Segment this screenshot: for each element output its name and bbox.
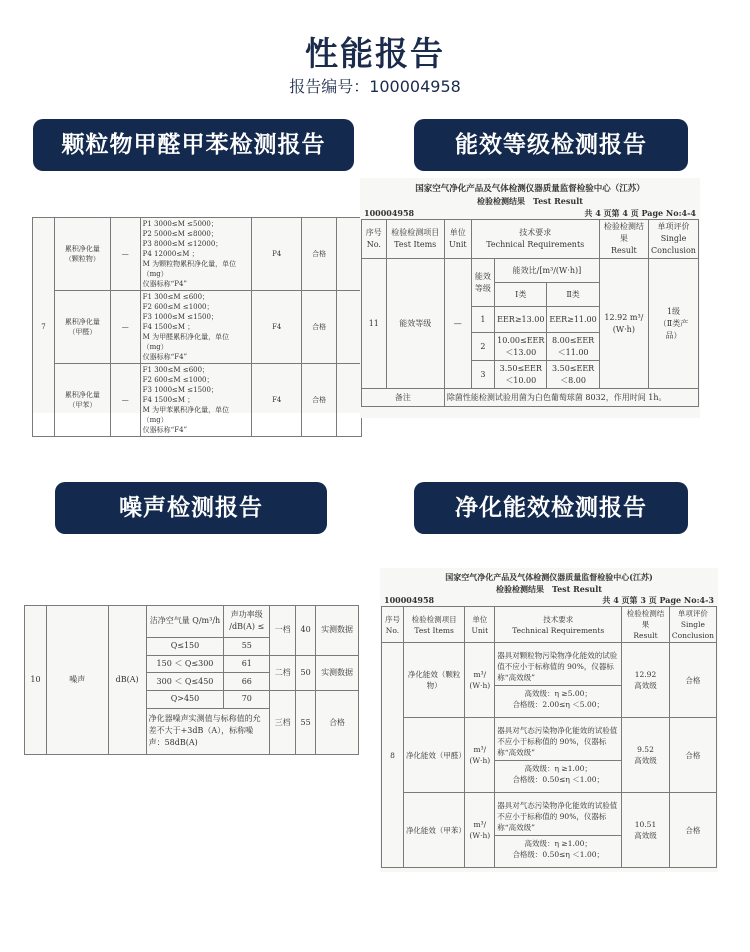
- grade-cell: 1: [471, 307, 494, 333]
- result-cell: F4: [252, 364, 302, 437]
- header-cell: 单项评价 Single Conclusion: [669, 607, 716, 643]
- item-cell: 噪声: [46, 606, 108, 755]
- range-cell: Q≤150: [146, 637, 224, 655]
- requirement-cell: F1 300≤M ≤600； F2 600≤M ≤1000； F3 1000≤M ≤1500； F4 1500≤M ； M 为甲苯累积净化量，单位（mg） 仪器标称“F4”: [140, 364, 252, 437]
- requirement-cell: P1 3000≤M ≤5000； P2 5000≤M ≤8000； P3 8000≤M ≤12000； P4 12000≤M ； M 为颗粒物累积净化量，单位（mg） 仪器标称“P4”: [140, 218, 252, 291]
- gear-cell: 一档: [270, 606, 296, 656]
- section-label-voc: 颗粒物甲醛甲苯检测报告: [33, 119, 354, 171]
- header-cell: 检验检测结果 Result: [622, 607, 670, 643]
- doc-number: 100004958: [384, 595, 435, 605]
- gear-cell: 二档: [270, 655, 296, 690]
- grade-thresholds: 高效级：η ≥1.00； 合格级：0.50≤η ＜1.00；: [495, 835, 621, 862]
- unit-cell: —: [110, 291, 140, 364]
- energy-table: [361, 219, 699, 407]
- org-name: 国家空气净化产品及气体检测仪器质量监督检验中心（江苏）: [415, 184, 645, 194]
- purify-report-scan: [380, 568, 718, 872]
- table-row: [33, 364, 362, 437]
- grade-cell: 2: [471, 333, 494, 361]
- noise-note: 净化器噪声实测值与标称值的允差不大于+3dB（A），标称噪声：58dB(A): [146, 708, 270, 754]
- range-cell: 300 ＜ Q≤450: [146, 673, 224, 691]
- header-cell: 检验检测项目 Test Items: [386, 220, 444, 259]
- table-row: [382, 718, 717, 793]
- result-cell: 12.92 m³/ (W·h): [599, 259, 648, 389]
- item-cell: 净化能效（颗粒物）: [403, 643, 464, 718]
- voc-table: [32, 217, 362, 437]
- header-cell: 检验检测项目 Test Items: [403, 607, 464, 643]
- note-label: 备注: [362, 389, 445, 407]
- header-cell: 序号 No.: [362, 220, 387, 259]
- noise-report-scan: [24, 605, 359, 755]
- result-cell: 9.52 高效级: [622, 718, 670, 793]
- ratio-label: 能效比/[m³/(W·h)]: [495, 259, 600, 283]
- section-label-noise: 噪声检测报告: [55, 482, 327, 534]
- noise-table: [24, 605, 359, 755]
- result-cell: 12.92 高效级: [622, 643, 670, 718]
- header-cell: 单位 Unit: [444, 220, 471, 259]
- class-1-label: Ⅰ类: [495, 283, 547, 307]
- requirement-text: 器具对颗粒物污染物净化能效的试验值不应小于标称值的 90%，仪器标称“高效级”: [497, 651, 618, 682]
- section-label-purify: 净化能效检测报告: [414, 482, 688, 534]
- result-cell: 10.51 高效级: [622, 793, 670, 868]
- table-header-row: [362, 220, 699, 259]
- gear-conclusion: 合格: [316, 691, 359, 755]
- range-cell: Q>450: [146, 691, 224, 709]
- class-2-cell: EER≥11.00: [547, 307, 599, 333]
- empty-cell: [337, 291, 362, 364]
- row-number: 8: [382, 643, 404, 868]
- column-header: 声功率级 /dB(A) ≤: [224, 606, 270, 638]
- table-header-row: [382, 607, 717, 643]
- unit-cell: dB(A): [108, 606, 146, 755]
- unit-cell: m³/ (W·h): [465, 718, 495, 793]
- row-number: 7: [33, 218, 55, 437]
- range-cell: 150 ＜ Q≤300: [146, 655, 224, 673]
- conclusion-cell: 合格: [669, 793, 716, 868]
- item-cell: 能效等级: [386, 259, 444, 389]
- grade-label: 能效 等级: [471, 259, 494, 307]
- gear-conclusion: 实测数据: [316, 606, 359, 656]
- result-cell: P4: [252, 218, 302, 291]
- conclusion-cell: 合格: [302, 364, 337, 437]
- header-cell: 单位 Unit: [465, 607, 495, 643]
- class-1-cell: 10.00≤EER ＜13.00: [495, 333, 547, 361]
- requirement-text: 器具对气态污染物净化能效的试验值不应小于标称值的 90%，仪器标称“高效级”: [497, 726, 618, 757]
- table-row: [33, 218, 362, 291]
- gear-value: 50: [296, 655, 316, 690]
- table-row: [362, 259, 699, 283]
- header-cell: 技术要求 Technical Requirements: [471, 220, 599, 259]
- unit-cell: —: [110, 364, 140, 437]
- gear-value: 40: [296, 606, 316, 656]
- item-cell: 累积净化量 （颗粒物）: [54, 218, 110, 291]
- empty-cell: [337, 364, 362, 437]
- class-2-label: Ⅱ类: [547, 283, 599, 307]
- result-subtitle: 检验检测结果 Test Result: [477, 196, 583, 206]
- gear-cell: 三档: [270, 691, 296, 755]
- voc-report-scan: [32, 217, 362, 434]
- doc-number: 100004958: [364, 208, 415, 218]
- conclusion-cell: 合格: [302, 218, 337, 291]
- table-row: [25, 606, 359, 638]
- conclusion-cell: 1级 （Ⅱ类产 品）: [649, 259, 699, 389]
- unit-cell: m³/ (W·h): [465, 643, 495, 718]
- org-name: 国家空气净化产品及气体检测仪器质量监督检验中心(江苏): [445, 572, 653, 582]
- page-number: 共 4 页第 4 页 Page No:4-4: [584, 208, 696, 218]
- unit-cell: —: [110, 218, 140, 291]
- energy-report-scan: [360, 178, 700, 418]
- note-row: [362, 389, 699, 407]
- result-cell: F4: [252, 291, 302, 364]
- section-label-energy: 能效等级检测报告: [414, 119, 688, 171]
- report-number: 报告编号：100004958: [289, 77, 461, 96]
- table-row: [382, 793, 717, 868]
- empty-cell: [337, 218, 362, 291]
- conclusion-cell: 合格: [669, 718, 716, 793]
- row-number: 11: [362, 259, 387, 389]
- item-cell: 累积净化量 （甲醛）: [54, 291, 110, 364]
- requirement-cell: F1 300≤M ≤600； F2 600≤M ≤1000； F3 1000≤M ≤1500； F4 1500≤M ； M 为甲醛累积净化量，单位（mg） 仪器标称“F4”: [140, 291, 252, 364]
- page-number: 共 4 页第 3 页 Page No:4-3: [602, 595, 714, 605]
- limit-cell: 70: [224, 691, 270, 709]
- column-header: 洁净空气量 Q/m³/h: [146, 606, 224, 638]
- class-2-cell: 3.50≤EER ＜8.00: [547, 361, 599, 389]
- table-row: [382, 643, 717, 718]
- result-subtitle: 检验检测结果 Test Result: [496, 584, 602, 594]
- header-cell: 序号 No.: [382, 607, 404, 643]
- class-1-cell: 3.50≤EER ＜10.00: [495, 361, 547, 389]
- purify-table: [381, 606, 717, 868]
- limit-cell: 61: [224, 655, 270, 673]
- header-cell: 检验检测结果 Result: [599, 220, 648, 259]
- note-text: 除菌性能检测试验用菌为白色葡萄球菌 8032，作用时间 1h。: [444, 389, 698, 407]
- gear-conclusion: 实测数据: [316, 655, 359, 690]
- table-row: [33, 291, 362, 364]
- item-cell: 净化能效（甲苯）: [403, 793, 464, 868]
- grade-thresholds: 高效级：η ≥1.00； 合格级：0.50≤η ＜1.00；: [495, 760, 621, 787]
- limit-cell: 66: [224, 673, 270, 691]
- gear-value: 55: [296, 691, 316, 755]
- page-title: 性能报告: [305, 34, 445, 73]
- class-1-cell: EER≥13.00: [495, 307, 547, 333]
- grade-cell: 3: [471, 361, 494, 389]
- limit-cell: 55: [224, 637, 270, 655]
- item-cell: 净化能效（甲醛）: [403, 718, 464, 793]
- requirement-text: 器具对气态污染物净化能效的试验值不应小于标称值的 90%，仪器标称“高效级”: [497, 801, 618, 832]
- unit-cell: m³/ (W·h): [465, 793, 495, 868]
- unit-cell: —: [444, 259, 471, 389]
- conclusion-cell: 合格: [302, 291, 337, 364]
- conclusion-cell: 合格: [669, 643, 716, 718]
- item-cell: 累积净化量 （甲苯）: [54, 364, 110, 437]
- header-cell: 单项评价 Single Conclusion: [649, 220, 699, 259]
- grade-thresholds: 高效级：η ≥5.00； 合格级：2.00≤η ＜5.00；: [495, 685, 621, 712]
- row-number: 10: [25, 606, 47, 755]
- class-2-cell: 8.00≤EER ＜11.00: [547, 333, 599, 361]
- header-cell: 技术要求 Technical Requirements: [495, 607, 622, 643]
